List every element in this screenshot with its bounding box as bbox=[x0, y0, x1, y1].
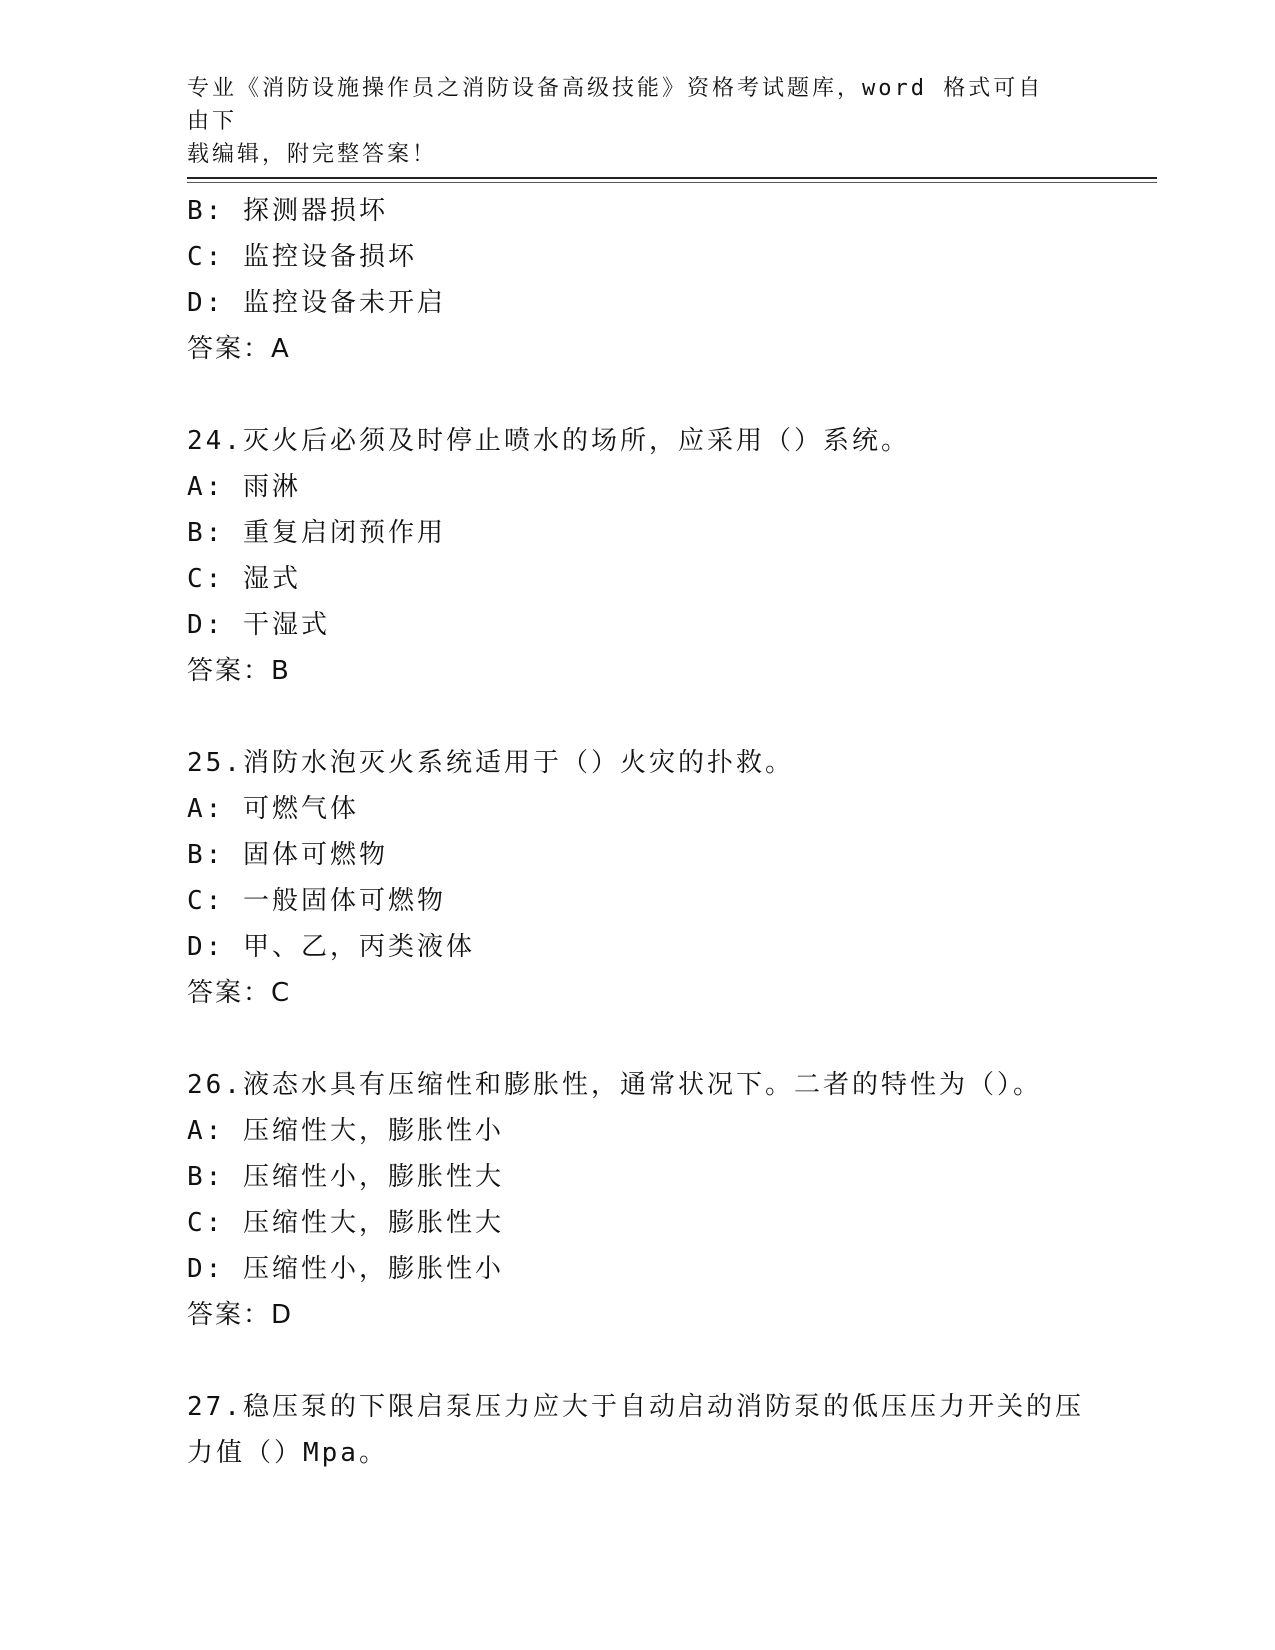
answer: 答案：A bbox=[187, 334, 291, 364]
question-26 bbox=[187, 1062, 1087, 1338]
spacer bbox=[187, 1338, 1087, 1384]
document-header bbox=[187, 72, 1067, 171]
question-24 bbox=[187, 418, 1087, 694]
option-c: C: 湿式 bbox=[187, 564, 301, 594]
header-divider bbox=[187, 177, 1157, 179]
option-d: D: 甲、乙，丙类液体 bbox=[187, 932, 475, 962]
option-c: C: 压缩性大，膨胀性大 bbox=[187, 1208, 504, 1238]
option-b: B: 压缩性小，膨胀性大 bbox=[187, 1162, 504, 1192]
option-d: D: 干湿式 bbox=[187, 610, 330, 640]
answer: 答案：B bbox=[187, 656, 291, 686]
option-a: A: 压缩性大，膨胀性小 bbox=[187, 1116, 504, 1146]
question-stem: 26.液态水具有压缩性和膨胀性，通常状况下。二者的特性为（）。 bbox=[187, 1070, 1042, 1100]
option-d: D: 压缩性小，膨胀性小 bbox=[187, 1254, 504, 1284]
option-b: B: 重复启闭预作用 bbox=[187, 518, 446, 548]
question-list bbox=[187, 188, 1087, 1476]
question-stem-line-2: 力值（）Mpa。 bbox=[187, 1438, 388, 1468]
spacer bbox=[187, 372, 1087, 418]
option-a: A: 雨淋 bbox=[187, 472, 301, 502]
answer: 答案：D bbox=[187, 1300, 294, 1330]
option-b: B: 固体可燃物 bbox=[187, 840, 388, 870]
header-divider-thin bbox=[187, 182, 1157, 183]
option-b: B: 探测器损坏 bbox=[187, 196, 388, 226]
answer: 答案：C bbox=[187, 978, 292, 1008]
header-line-2: 载编辑，附完整答案！ bbox=[187, 142, 438, 167]
question-27 bbox=[187, 1384, 1087, 1476]
spacer bbox=[187, 694, 1087, 740]
header-line-1: 专业《消防设施操作员之消防设备高级技能》资格考试题库，word 格式可自由下 bbox=[187, 76, 1044, 134]
question-23-continued bbox=[187, 188, 1087, 372]
question-stem: 24.灭火后必须及时停止喷水的场所，应采用（）系统。 bbox=[187, 426, 910, 456]
option-c: C: 监控设备损坏 bbox=[187, 242, 417, 272]
question-25 bbox=[187, 740, 1087, 1016]
spacer bbox=[187, 1016, 1087, 1062]
option-d: D: 监控设备未开启 bbox=[187, 288, 446, 318]
option-a: A: 可燃气体 bbox=[187, 794, 359, 824]
option-c: C: 一般固体可燃物 bbox=[187, 886, 446, 916]
question-stem-line-1: 27.稳压泵的下限启泵压力应大于自动启动消防泵的低压压力开关的压 bbox=[187, 1392, 1084, 1422]
question-stem: 25.消防水泡灭火系统适用于（）火灾的扑救。 bbox=[187, 748, 794, 778]
